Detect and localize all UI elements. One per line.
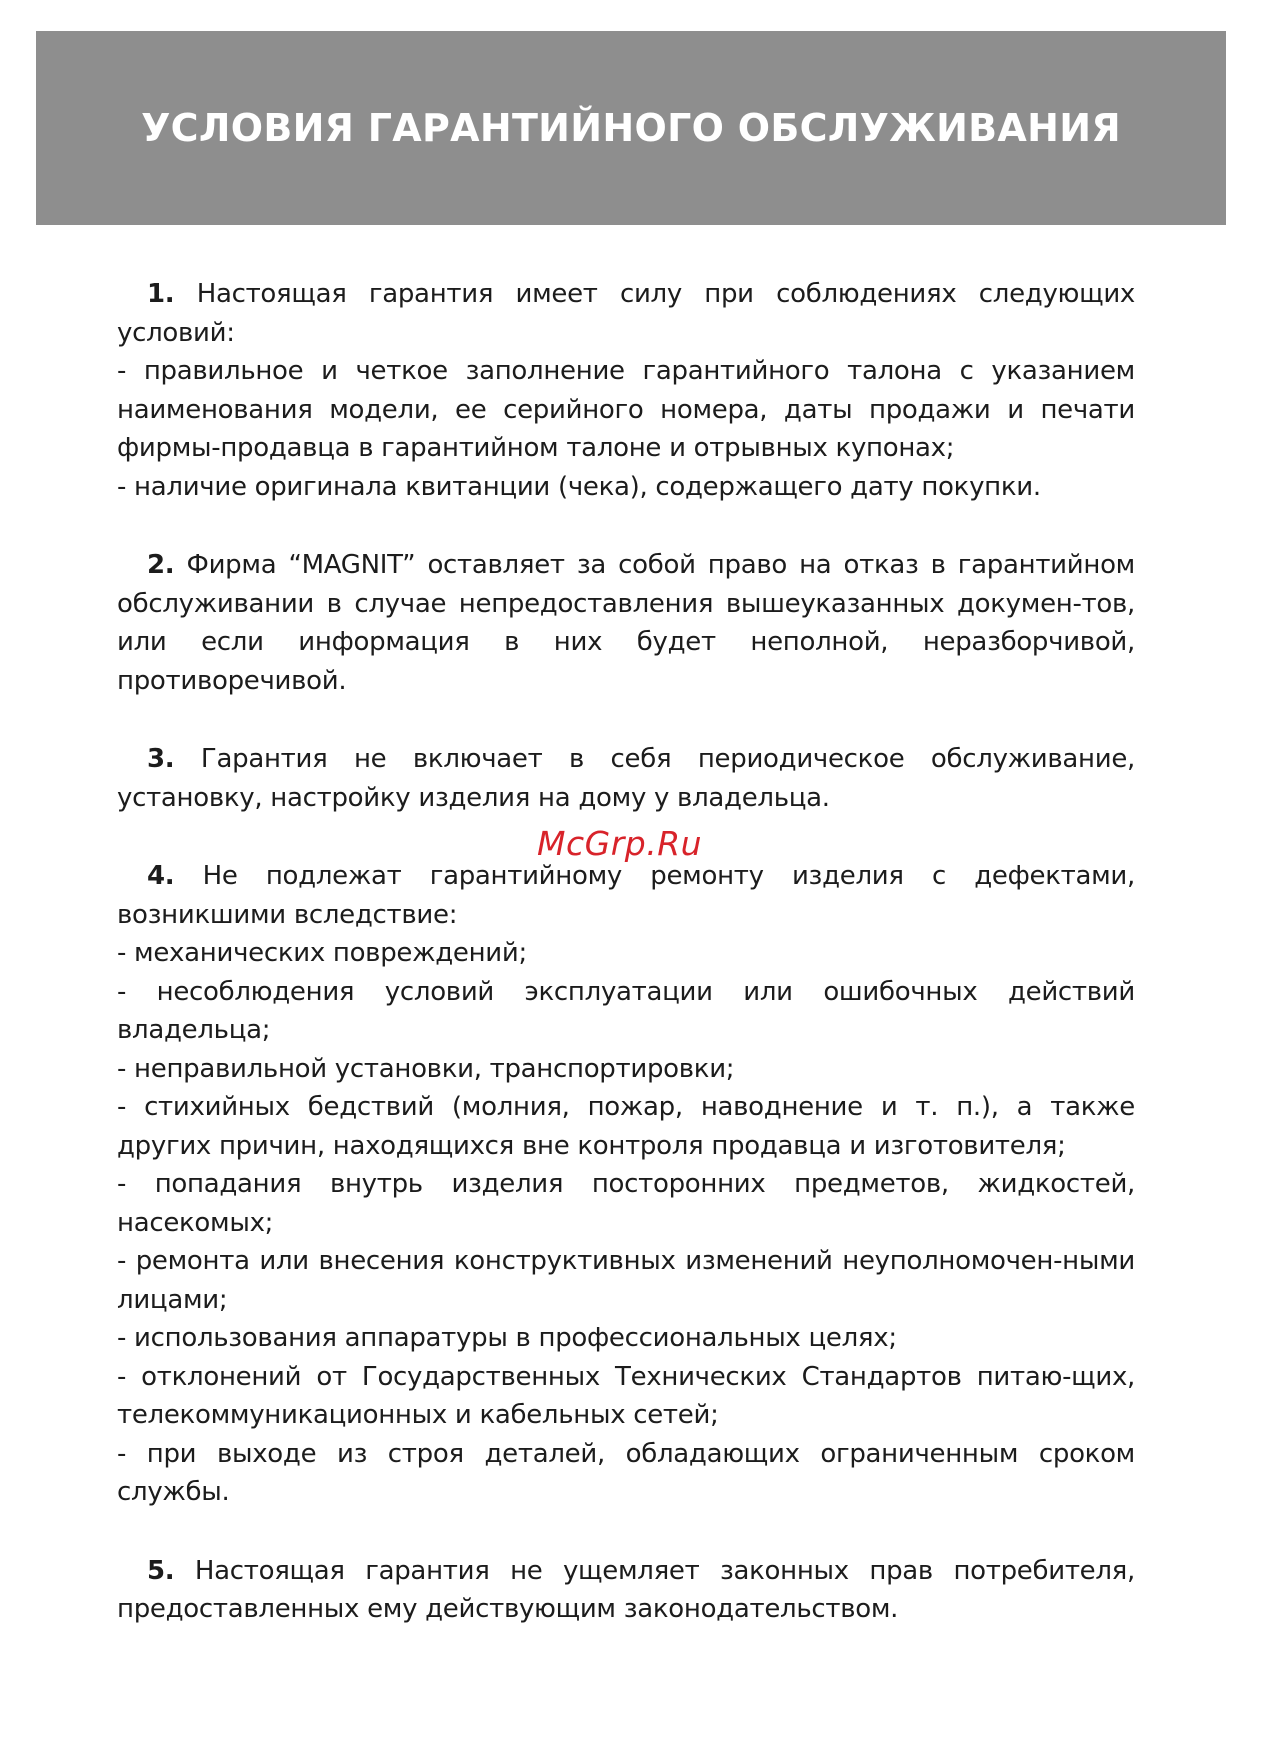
section-1-number: 1. bbox=[147, 279, 175, 309]
section-2-text: Фирма “MAGNIT” оставляет за собой право на отказ в гарантийном обслуживании в случае непредоставления вышеуказанных докумен-тов, или если информация в них будет неполной, неразборчивой, противоречивой. bbox=[117, 550, 1135, 696]
section-1-paragraph bbox=[117, 275, 1135, 352]
list-item: - правильное и четкое заполнение гарантийного талона с указанием наименования модели, ее серийного номера, даты продажи и печати фирмы-продавца в гарантийном талоне и отрывных купонах; bbox=[117, 356, 1135, 463]
warranty-terms bbox=[117, 275, 1135, 1669]
section-2 bbox=[117, 546, 1135, 700]
section-1 bbox=[117, 275, 1135, 506]
watermark: McGrp.Ru bbox=[537, 824, 703, 863]
list-item: - наличие оригинала квитанции (чека), содержащего дату покупки. bbox=[117, 471, 1041, 502]
section-2-number: 2. bbox=[147, 550, 175, 580]
section-3-number: 3. bbox=[147, 744, 175, 774]
list-item: - несоблюдения условий эксплуатации или ошибочных действий владельца; bbox=[117, 976, 1135, 1045]
list-item: - механических повреждений; bbox=[117, 938, 527, 968]
list-item: - использования аппаратуры в профессиональных целях; bbox=[117, 1323, 897, 1353]
section-4-paragraph bbox=[117, 857, 1135, 934]
section-5-number: 5. bbox=[147, 1555, 175, 1586]
section-1-text: Настоящая гарантия имеет силу при соблюдениях следующих условий: bbox=[117, 279, 1135, 348]
section-5-paragraph bbox=[117, 1552, 1135, 1629]
list-item: - ремонта или внесения конструктивных изменений неуполномочен-ными лицами; bbox=[117, 1246, 1135, 1315]
list-item: - при выходе из строя деталей, обладающих ограниченным сроком службы. bbox=[117, 1438, 1135, 1507]
section-5 bbox=[117, 1552, 1135, 1629]
section-3 bbox=[117, 740, 1135, 817]
section-2-paragraph bbox=[117, 546, 1135, 700]
section-4-text: Не подлежат гарантийному ремонту изделия с дефектами, возникшими вследствие: bbox=[117, 861, 1135, 930]
list-item: - отклонений от Государственных Технических Стандартов питаю-щих, телекоммуникационных и кабельных сетей; bbox=[117, 1361, 1135, 1430]
section-4 bbox=[117, 857, 1135, 1512]
list-item: - попадания внутрь изделия посторонних предметов, жидкостей, насекомых; bbox=[117, 1169, 1135, 1238]
section-3-text: Гарантия не включает в себя периодическое обслуживание, установку, настройку изделия на дому у владельца. bbox=[117, 744, 1135, 813]
section-4-number: 4. bbox=[147, 861, 175, 891]
list-item: - стихийных бедствий (молния, пожар, наводнение и т. п.), а также других причин, находящихся вне контроля продавца и изготовителя; bbox=[117, 1092, 1135, 1161]
list-item: - неправильной установки, транспортировки; bbox=[117, 1053, 735, 1084]
page-header bbox=[36, 31, 1226, 225]
section-5-text: Настоящая гарантия не ущемляет законных прав потребителя, предоставленных ему действующим законодательством. bbox=[117, 1555, 1135, 1624]
section-3-paragraph bbox=[117, 740, 1135, 817]
page-title: УСЛОВИЯ ГАРАНТИЙНОГО ОБСЛУЖИВАНИЯ bbox=[141, 106, 1121, 150]
